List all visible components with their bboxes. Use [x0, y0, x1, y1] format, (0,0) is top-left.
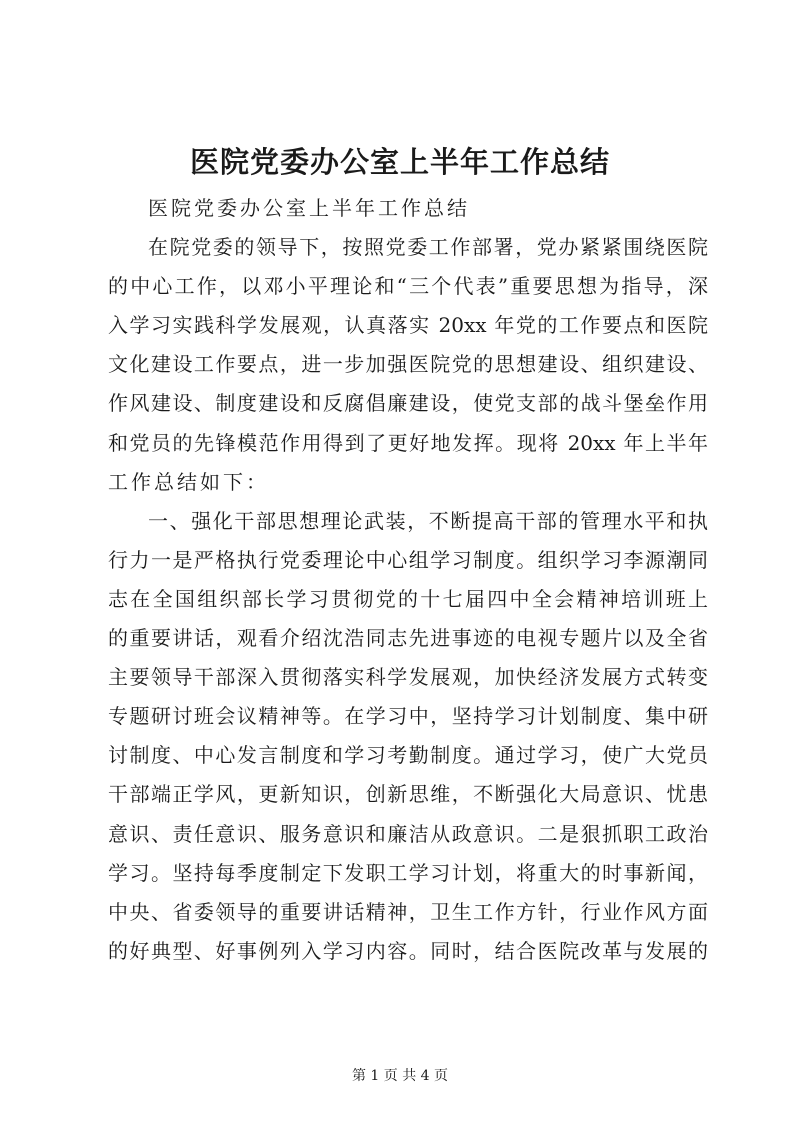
body-text-line	[108, 697, 708, 736]
body-text-line	[108, 424, 708, 463]
page-number-footer: 第 1 页 共 4 页	[351, 1068, 449, 1084]
body-text-line	[108, 775, 708, 814]
body-text-line	[108, 932, 708, 971]
body-text-line	[108, 854, 708, 893]
body-text: 志在全国组织部长学习贯彻党的十七届四中全会精神培训班上	[108, 586, 708, 611]
body-text-line	[108, 619, 708, 658]
body-text: 中央、省委领导的重要讲话精神，卫生工作方针，行业作风方面	[108, 899, 708, 924]
body-text-line	[108, 384, 708, 423]
body-text: 在院党委的领导下，按照党委工作部署，党办紧紧围绕医院	[148, 235, 708, 260]
body-text-line	[108, 306, 708, 345]
body-text-line	[108, 502, 708, 541]
body-text-line	[108, 580, 708, 619]
body-text-line	[108, 815, 708, 854]
body-text-line	[108, 228, 708, 267]
body-text: 讨制度、中心发言制度和学习考勤制度。通过学习，使广大党员	[108, 743, 708, 768]
document-title: 医院党委办公室上半年工作总结	[189, 145, 610, 179]
body-text: 行力一是严格执行党委理论中心组学习制度。组织学习李源潮同	[108, 547, 708, 572]
body-text: 专题研讨班会议精神等。在学习中，坚持学习计划制度、集中研	[108, 704, 708, 729]
body-text-line	[108, 189, 708, 228]
body-text: 的好典型、好事例列入学习内容。同时，结合医院改革与发展的	[108, 938, 708, 963]
body-text: 作风建设、制度建设和反腐倡廉建设，使党支部的战斗堡垒作用	[108, 391, 708, 416]
document-body	[108, 189, 708, 971]
body-text-line	[108, 267, 708, 306]
body-text-line	[108, 736, 708, 775]
body-text: 工作总结如下：	[108, 469, 269, 494]
body-text: 的中心工作，以邓小平理论和“三个代表”重要思想为指导，深	[108, 274, 708, 299]
body-text: 一、强化干部思想理论武装，不断提高干部的管理水平和执	[148, 508, 708, 533]
body-text-line	[108, 893, 708, 932]
body-text: 文化建设工作要点，进一步加强医院党的思想建设、组织建设、	[108, 352, 708, 377]
body-text: 干部端正学风，更新知识，创新思维，不断强化大局意识、忧患	[108, 782, 708, 807]
body-text: 学习。坚持每季度制定下发职工学习计划，将重大的时事新闻，	[108, 860, 708, 885]
body-text: 主要领导干部深入贯彻落实科学发展观，加快经济发展方式转变	[108, 665, 708, 690]
body-text-line	[108, 345, 708, 384]
body-text: 的重要讲话，观看介绍沈浩同志先进事迹的电视专题片以及全省	[108, 626, 708, 651]
body-text: 医院党委办公室上半年工作总结	[148, 196, 470, 220]
body-text-line	[108, 541, 708, 580]
body-text: 入学习实践科学发展观，认真落实 20xx 年党的工作要点和医院	[108, 313, 708, 338]
body-text-line	[108, 463, 708, 502]
body-text-line	[108, 658, 708, 697]
body-text: 和党员的先锋模范作用得到了更好地发挥。现将 20xx 年上半年	[108, 430, 708, 455]
body-text: 意识、责任意识、服务意识和廉洁从政意识。二是狠抓职工政治	[108, 821, 708, 846]
